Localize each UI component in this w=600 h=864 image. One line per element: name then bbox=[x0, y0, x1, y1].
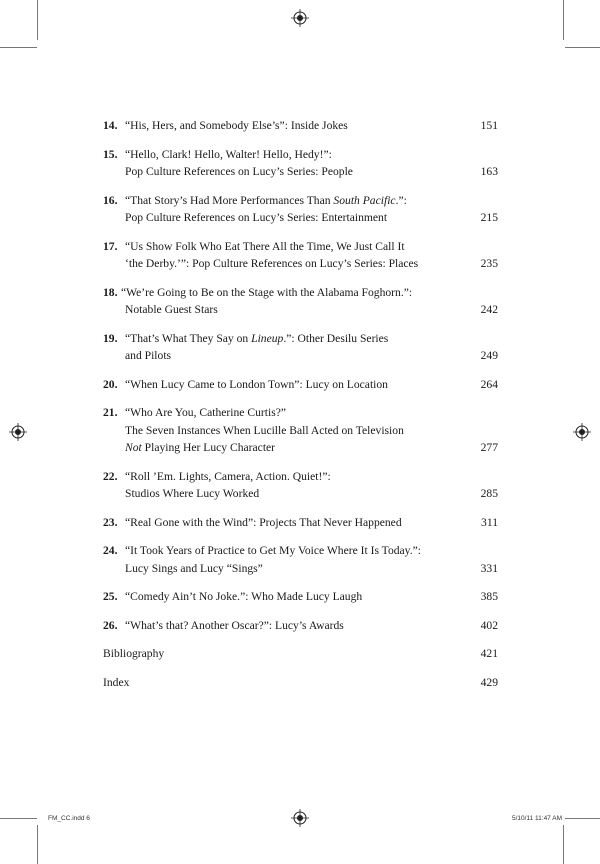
page-number: 264 bbox=[480, 377, 498, 391]
chapter-title: “What’s that? Another Oscar?”: Lucy’s Awards bbox=[125, 618, 344, 632]
toc-entry bbox=[103, 238, 498, 273]
crop-mark bbox=[565, 47, 600, 48]
chapter-title: “Who Are You, Catherine Curtis?” bbox=[125, 406, 286, 419]
crop-mark bbox=[563, 0, 564, 40]
chapter-number: 20. bbox=[103, 377, 118, 391]
page-number: 242 bbox=[480, 303, 498, 316]
page-number: 215 bbox=[480, 211, 498, 224]
chapter-title: “We’re Going to Be on the Stage with the Alabama Foghorn.”: bbox=[121, 285, 413, 299]
crop-mark bbox=[37, 0, 38, 40]
chapter-subtitle: Lucy Sings and Lucy “Sings” bbox=[125, 561, 263, 575]
table-of-contents bbox=[103, 117, 498, 702]
toc-entry-bibliography bbox=[103, 645, 498, 663]
toc-entry-index bbox=[103, 674, 498, 692]
chapter-title: “Roll ’Em. Lights, Camera, Action. Quiet!”: bbox=[125, 469, 331, 483]
page-number: 385 bbox=[480, 590, 498, 603]
toc-entry bbox=[103, 117, 498, 135]
chapter-subtitle: Notable Guest Stars bbox=[125, 303, 218, 316]
registration-mark-icon bbox=[291, 9, 309, 27]
slug-timestamp: 5/10/11 11:47 AM bbox=[512, 815, 562, 822]
chapter-number: 15. bbox=[103, 147, 118, 161]
page-number: 421 bbox=[480, 647, 498, 660]
chapter-title: “Us Show Folk Who Eat There All the Time, We Just Call It bbox=[125, 239, 405, 253]
toc-entry bbox=[103, 404, 498, 457]
toc-entry bbox=[103, 146, 498, 181]
page-number: 311 bbox=[481, 515, 498, 529]
toc-entry bbox=[103, 284, 498, 319]
chapter-number: 21. bbox=[103, 406, 118, 419]
crop-mark bbox=[565, 818, 600, 819]
section-title: Bibliography bbox=[103, 647, 165, 660]
chapter-title: “Real Gone with the Wind”: Projects That Never Happened bbox=[125, 515, 402, 529]
page-number: 331 bbox=[480, 561, 498, 575]
registration-mark-icon bbox=[291, 809, 309, 827]
toc-entry bbox=[103, 330, 498, 365]
chapter-number: 23. bbox=[103, 515, 118, 529]
page-number: 277 bbox=[480, 441, 498, 454]
page-number: 235 bbox=[480, 257, 498, 270]
crop-mark bbox=[0, 818, 37, 819]
chapter-number: 22. bbox=[103, 469, 118, 483]
chapter-title: “It Took Years of Practice to Get My Voice Where It Is Today.”: bbox=[125, 544, 421, 557]
chapter-title: “That Story’s Had More Performances Than South Pacific.”: bbox=[125, 193, 407, 207]
slug-filename: FM_CC.indd 6 bbox=[48, 815, 90, 822]
chapter-title: “Hello, Clark! Hello, Walter! Hello, Hedy!”: bbox=[125, 147, 332, 161]
chapter-number: 26. bbox=[103, 618, 118, 632]
crop-mark bbox=[563, 825, 564, 864]
section-title: Index bbox=[103, 675, 130, 689]
chapter-subtitle: ‘the Derby.’”: Pop Culture References on Lucy’s Series: Places bbox=[125, 257, 419, 270]
page-number: 249 bbox=[480, 349, 498, 362]
chapter-number: 14. bbox=[103, 119, 118, 132]
page-number: 163 bbox=[480, 165, 498, 178]
chapter-subtitle: Pop Culture References on Lucy’s Series: People bbox=[125, 165, 353, 178]
chapter-subtitle: Not Playing Her Lucy Character bbox=[125, 441, 276, 454]
registration-mark-icon bbox=[573, 423, 591, 441]
chapter-title: “His, Hers, and Somebody Else’s”: Inside Jokes bbox=[125, 119, 348, 132]
toc-entry bbox=[103, 468, 498, 503]
chapter-number: 19. bbox=[103, 331, 118, 345]
chapter-title: “Comedy Ain’t No Joke.”: Who Made Lucy Laugh bbox=[125, 590, 363, 603]
page-number: 429 bbox=[480, 675, 498, 689]
chapter-number: 16. bbox=[103, 193, 118, 207]
chapter-subtitle: The Seven Instances When Lucille Ball Acted on Television bbox=[125, 423, 404, 437]
toc-entry bbox=[103, 588, 498, 606]
toc-entry bbox=[103, 617, 498, 635]
page-number: 402 bbox=[480, 618, 498, 632]
chapter-number: 17. bbox=[103, 239, 118, 253]
chapter-subtitle: Pop Culture References on Lucy’s Series: Entertainment bbox=[125, 211, 388, 224]
chapter-subtitle: Studios Where Lucy Worked bbox=[125, 487, 260, 500]
chapter-title: “That’s What They Say on Lineup.”: Other Desilu Series bbox=[125, 331, 389, 345]
chapter-number: 24. bbox=[103, 544, 118, 557]
toc-entry bbox=[103, 192, 498, 227]
crop-mark bbox=[37, 825, 38, 864]
page-number: 151 bbox=[480, 119, 498, 132]
page-number: 285 bbox=[480, 487, 498, 500]
chapter-number: 18. bbox=[103, 285, 118, 299]
toc-entry bbox=[103, 514, 498, 532]
chapter-subtitle: and Pilots bbox=[125, 349, 172, 362]
crop-mark bbox=[0, 47, 37, 48]
chapter-title: “When Lucy Came to London Town”: Lucy on Location bbox=[125, 377, 388, 391]
registration-mark-icon bbox=[9, 423, 27, 441]
toc-entry bbox=[103, 542, 498, 577]
chapter-number: 25. bbox=[103, 590, 118, 603]
toc-entry bbox=[103, 376, 498, 394]
